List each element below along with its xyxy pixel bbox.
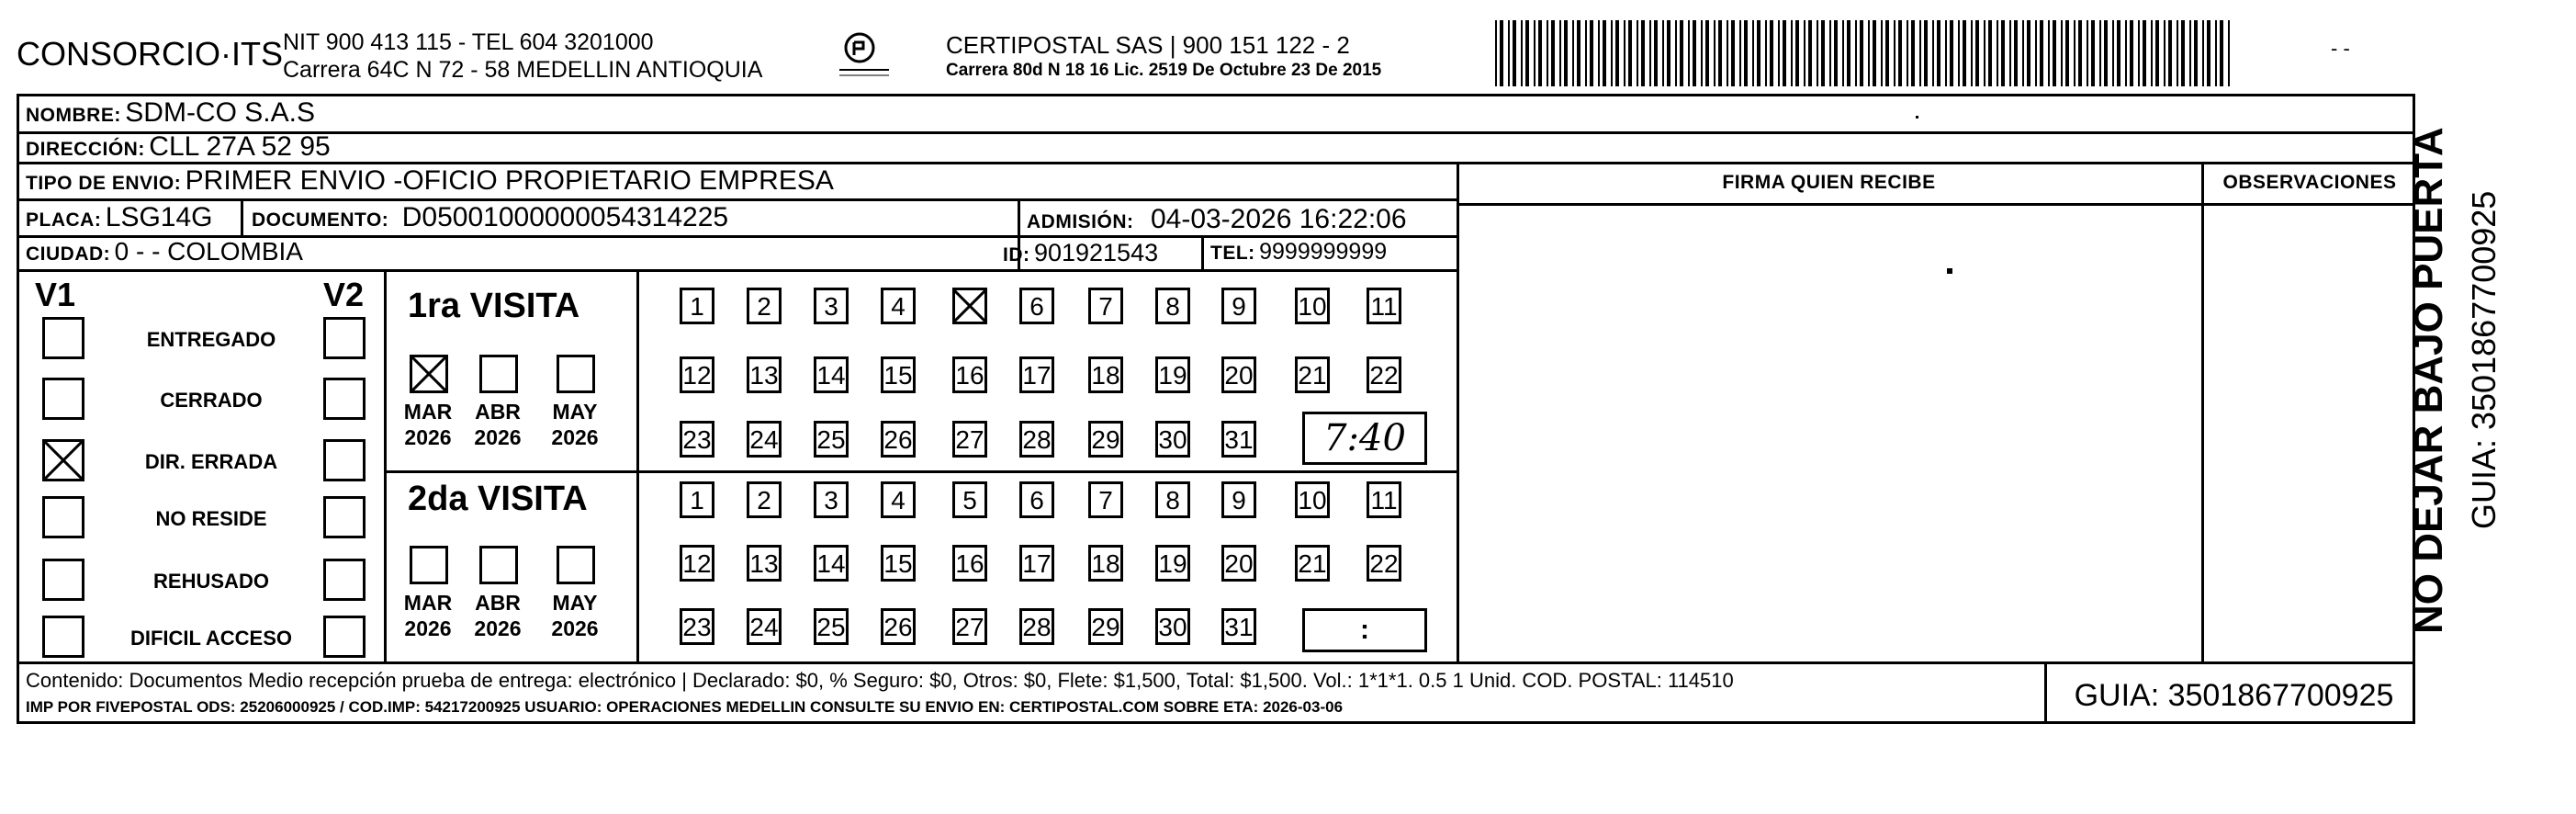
barcode-bar [2164,20,2165,86]
barcode-bar [1988,20,1992,86]
second-visit-day-box[interactable]: 13 [747,545,782,582]
barcode-bar [1513,20,1516,86]
barcode-bar [2155,20,2159,86]
barcode-bar [1770,20,1773,86]
barcode-bar [1718,20,1722,86]
barcode-bar [1654,20,1658,86]
barcode-bar [2022,20,2024,86]
barcode-bar [1628,20,1632,86]
documento-row [252,202,728,233]
id-label: ID: [1003,244,1030,266]
barcode-bar [1744,20,1748,86]
barcode-bar [1705,20,1709,86]
direccion-row [26,131,331,163]
barcode-bar [1701,20,1703,86]
second-visit-day-box[interactable]: 31 [1221,608,1256,645]
barcode-bar [1765,20,1767,86]
month-label: ABR [475,591,521,615]
second-visit-day-box[interactable]: 28 [1019,608,1054,645]
first-visit-time-box [1302,412,1427,465]
nombre-label: NOMBRE: [26,105,121,126]
v2-checkbox[interactable] [323,439,366,481]
first-visit-day-box[interactable]: 27 [952,421,987,458]
certipostal-logo-icon [832,28,896,79]
second-visit-day-box[interactable]: 9 [1221,481,1256,518]
first-visit-day-box[interactable]: 2 [747,288,782,324]
second-visit-day-box[interactable]: 8 [1155,481,1190,518]
barcode-bar [1873,20,1876,86]
barcode-bar [2065,20,2069,86]
barcode-bar [2053,20,2056,86]
id-row [1003,239,1158,267]
barcode-bar [1525,20,1529,86]
status-label: DIFICIL ACCESO [129,627,292,650]
v2-checkbox[interactable] [323,378,366,420]
first-visit-day-box[interactable]: 3 [814,288,849,324]
footer-line-1: Contenido: Documentos Medio recepción prueba de entrega: electrónico | Declarado: $0, % Seguro: $0, Otros: $0, Flete: $1,500, Total: $1,500. Vol.: 1*1*1. 0.5 1 Unid. COD. POSTAL: 114510 [26,669,1734,692]
side-guia: GUIA: 3501867700925 [2465,190,2503,529]
barcode-bar [1860,20,1863,86]
second-visit-day-box[interactable]: 17 [1019,545,1054,582]
first-visit-day-box[interactable] [952,288,987,324]
first-visit-day-box[interactable]: 23 [680,421,714,458]
first-visit-day-box[interactable]: 19 [1155,356,1190,393]
side-no-dejar: NO DEJAR BAJO PUERTA [2406,127,2451,634]
first-visit-month-label [400,399,456,450]
barcode-icon [1495,20,2230,86]
barcode-bar [1693,20,1696,86]
barcode-bar [1508,20,1510,86]
tipo-envio-row [26,165,834,197]
status-label: DIR. ERRADA [144,450,278,473]
corner-mark: - - [2331,37,2350,60]
barcode-bar [2168,20,2172,86]
tel-row [1210,239,1387,266]
second-visit-month-label [470,590,525,641]
first-visit-day-box[interactable]: 13 [747,356,782,393]
barcode-bar [1868,20,1870,86]
nombre-row [26,97,315,129]
first-visit-day-box[interactable]: 1 [680,288,714,324]
nombre-value: SDM-CO S.A.S [125,97,315,128]
barcode-bar [1534,20,1535,86]
year-label: 2026 [404,425,452,449]
barcode-bar [1662,20,1664,86]
status-label: NO RESIDE [155,507,267,530]
guia-box: GUIA: 3501867700925 [2074,678,2394,713]
status-label: ENTREGADO [146,328,276,351]
first-visit-label: 1ra VISITA [408,287,580,325]
second-visit-day-box[interactable]: 20 [1221,545,1256,582]
barcode [1495,20,2230,86]
barcode-bar [2189,20,2191,86]
v1-checkbox[interactable] [42,559,84,601]
v2-checkbox[interactable] [323,317,366,359]
second-visit-month-label [400,590,456,641]
second-visit-day-box[interactable]: 16 [952,545,987,582]
barcode-bar [1997,20,1998,86]
barcode-bar [1829,20,1831,86]
barcode-bar [1598,20,1600,86]
second-visit-day-box[interactable]: 7 [1088,481,1123,518]
first-visit-day-box[interactable]: 30 [1155,421,1190,458]
stray-mark [1916,116,1918,119]
barcode-bar [1615,20,1619,86]
barcode-bar [1688,20,1690,86]
barcode-bar [2220,20,2223,86]
barcode-bar [1637,20,1638,86]
admision-value: 04-03-2026 16:22:06 [1150,204,1407,234]
first-visit-day-box[interactable]: 14 [814,356,849,393]
barcode-bar [2040,20,2043,86]
barcode-bar [1675,20,1677,86]
barcode-bar [2104,20,2108,86]
barcode-bar [1821,20,1825,86]
month-label: MAY [552,400,598,424]
second-visit-month-checkbox[interactable] [557,546,595,584]
barcode-bar [1564,20,1568,86]
barcode-bar [1924,20,1928,86]
documento-value: D05001000000054314225 [401,202,729,232]
year-label: 2026 [551,425,599,449]
first-visit-month-checkbox[interactable] [479,355,518,393]
barcode-bar [1894,20,1895,86]
barcode-bar [1757,20,1760,86]
year-label: 2026 [474,425,522,449]
second-visit-day-box[interactable]: 29 [1088,608,1123,645]
second-visit-day-box[interactable]: 3 [814,481,849,518]
first-visit-day-box[interactable]: 9 [1221,288,1256,324]
barcode-bar [1667,20,1670,86]
barcode-bar [1911,20,1915,86]
barcode-bar [2099,20,2101,86]
barcode-bar [1495,20,1497,86]
first-visit-day-box[interactable]: 31 [1221,421,1256,458]
second-visit-day-box[interactable]: 12 [680,545,714,582]
barcode-bar [1752,20,1754,86]
first-visit-day-box[interactable]: 17 [1019,356,1054,393]
second-visit-day-box[interactable]: 4 [881,481,916,518]
barcode-bar [1624,20,1625,86]
second-visit-month-checkbox[interactable] [479,546,518,584]
barcode-bar [2117,20,2120,86]
ciudad-label: CIUDAD: [26,243,111,265]
direccion-label: DIRECCIÓN: [26,139,145,160]
barcode-bar [1919,20,1921,86]
v1-label: V1 [35,276,76,313]
second-visit-day-box[interactable]: 21 [1295,545,1330,582]
id-value: 901921543 [1033,239,1159,266]
barcode-bar [1834,20,1838,86]
barcode-bar [1649,20,1651,86]
barcode-bar [1907,20,1908,86]
first-visit-day-box[interactable]: 6 [1019,288,1054,324]
admision-row [1027,204,1407,235]
status-label: CERRADO [160,389,263,412]
barcode-bar [1731,20,1735,86]
barcode-bar [1932,20,1934,86]
barcode-bar [2138,20,2140,86]
barcode-bar [2014,20,2018,86]
barcode-bar [2143,20,2146,86]
barcode-bar [1590,20,1593,86]
second-visit-day-box[interactable]: 14 [814,545,849,582]
barcode-bar [1847,20,1850,86]
documento-label: DOCUMENTO: [252,209,389,231]
observaciones-label: OBSERVACIONES [2222,172,2397,193]
barcode-bar [1538,20,1542,86]
second-visit-month-checkbox[interactable] [410,546,448,584]
barcode-bar [1641,20,1645,86]
direccion-value: CLL 27A 52 95 [149,131,331,162]
barcode-bar [1585,20,1587,86]
barcode-bar [1984,20,1985,86]
first-visit-month-label [470,399,525,450]
firma-label: FIRMA QUIEN RECIBE [1722,172,1936,193]
barcode-bar [2078,20,2082,86]
second-visit-day-box[interactable]: 10 [1295,481,1330,518]
second-visit-day-box[interactable]: 11 [1367,481,1401,518]
barcode-bar [2130,20,2133,86]
barcode-bar [1881,20,1883,86]
barcode-bar [1855,20,1857,86]
second-visit-month-label [547,590,602,641]
barcode-bar [1795,20,1799,86]
barcode-bar [1963,20,1966,86]
barcode-bar [2009,20,2011,86]
barcode-bar [2061,20,2063,86]
barcode-bar [2091,20,2095,86]
barcode-bar [1842,20,1844,86]
barcode-bar [2001,20,2005,86]
second-visit-day-box[interactable]: 5 [952,481,987,518]
first-visit-day-box[interactable]: 24 [747,421,782,458]
v2-checkbox[interactable] [323,616,366,658]
barcode-bar [1521,20,1523,86]
first-visit-day-box[interactable]: 20 [1221,356,1256,393]
barcode-bar [2215,20,2217,86]
first-visit-day-box[interactable]: 15 [881,356,916,393]
barcode-bar [2181,20,2185,86]
status-label: REHUSADO [153,570,269,593]
barcode-bar [2202,20,2204,86]
barcode-bar [2151,20,2153,86]
ciudad-value: 0 - - COLOMBIA [114,237,303,266]
barcode-bar [1937,20,1940,86]
barcode-bar [1603,20,1606,86]
month-label: MAR [403,400,453,424]
first-visit-time: 7:40 [1323,417,1406,459]
second-visit-label: 2da VISITA [408,480,588,518]
barcode-bar [1778,20,1780,86]
month-label: MAY [552,591,598,615]
second-visit-day-box[interactable]: 1 [680,481,714,518]
barcode-bar [1727,20,1728,86]
barcode-bar [1783,20,1786,86]
barcode-bar [2177,20,2178,86]
first-visit-day-box[interactable]: 26 [881,421,916,458]
first-visit-day-box[interactable]: 28 [1019,421,1054,458]
barcode-bar [1559,20,1561,86]
barcode-bar [2048,20,2050,86]
second-visit-day-box[interactable]: 15 [881,545,916,582]
first-visit-day-box[interactable]: 4 [881,288,916,324]
barcode-bar [1958,20,1960,86]
first-visit-day-box[interactable]: 8 [1155,288,1190,324]
tel-label: TEL: [1210,243,1255,264]
barcode-bar [1547,20,1548,86]
placa-row [26,202,213,233]
second-visit-day-box[interactable]: 6 [1019,481,1054,518]
v2-label: V2 [323,276,365,313]
second-visit-day-box[interactable]: 24 [747,608,782,645]
barcode-bar [2207,20,2210,86]
company-name: CONSORCIO·ITS [17,35,284,73]
first-visit-month-checkbox[interactable] [410,355,448,393]
barcode-bar [1898,20,1902,86]
barcode-bar [2035,20,2037,86]
first-visit-day-box[interactable]: 16 [952,356,987,393]
year-label: 2026 [474,616,522,640]
admision-label: ADMISIÓN: [1027,211,1134,232]
barcode-bar [1791,20,1793,86]
v1-checkbox[interactable] [42,496,84,538]
footer-line-2: IMP POR FIVEPOSTAL ODS: 25206000925 / COD.IMP: 54217200925 USUARIO: OPERACIONES MEDELLIN CONSULTE SU ENVIO EN: CERTIPOSTAL.COM SOBRE ETA: 2026-03-06 [26,698,1344,716]
barcode-bar [1808,20,1812,86]
barcode-bar [2112,20,2114,86]
first-visit-month-label [547,399,602,450]
nit-line: NIT 900 413 115 - TEL 604 3201000 [283,29,654,55]
tel-value: 9999999999 [1259,239,1388,265]
first-visit-day-box[interactable]: 29 [1088,421,1123,458]
barcode-bar [2027,20,2030,86]
barcode-bar [1714,20,1715,86]
placa-label: PLACA: [26,209,102,231]
first-visit-day-box[interactable]: 18 [1088,356,1123,393]
courier-line: CERTIPOSTAL SAS | 900 151 122 - 2 [946,31,1350,59]
v2-checkbox[interactable] [323,559,366,601]
second-visit-day-box[interactable]: 27 [952,608,987,645]
barcode-bar [1680,20,1683,86]
barcode-bar [1739,20,1741,86]
month-label: MAR [403,591,453,615]
year-label: 2026 [404,616,452,640]
month-label: ABR [475,400,521,424]
v1-checkbox[interactable] [42,439,84,481]
barcode-bar [1950,20,1953,86]
barcode-bar [2125,20,2127,86]
barcode-bar [2087,20,2088,86]
v2-checkbox[interactable] [323,496,366,538]
v1-checkbox[interactable] [42,378,84,420]
first-visit-day-box[interactable]: 25 [814,421,849,458]
v1-checkbox[interactable] [42,317,84,359]
second-visit-day-box[interactable]: 30 [1155,608,1190,645]
first-visit-day-box[interactable]: 21 [1295,356,1330,393]
barcode-bar [1971,20,1973,86]
barcode-bar [2074,20,2075,86]
stray-mark [1947,268,1952,274]
barcode-bar [1945,20,1947,86]
first-visit-month-checkbox[interactable] [557,355,595,393]
barcode-bar [1572,20,1574,86]
barcode-bar [1817,20,1818,86]
second-visit-day-box[interactable]: 19 [1155,545,1190,582]
second-visit-day-box[interactable]: 18 [1088,545,1123,582]
placa-value: LSG14G [105,202,213,232]
barcode-bar [1551,20,1555,86]
barcode-bar [2194,20,2198,86]
second-visit-day-box[interactable]: 2 [747,481,782,518]
courier-address: Carrera 80d N 18 16 Lic. 2519 De Octubre 23 De 2015 [946,61,1382,80]
second-visit-time-box [1302,608,1427,652]
first-visit-day-box[interactable]: 7 [1088,288,1123,324]
tipo-envio-label: TIPO DE ENVIO: [26,173,182,194]
year-label: 2026 [551,616,599,640]
barcode-bar [1577,20,1580,86]
first-visit-day-box[interactable]: 12 [680,356,714,393]
second-visit-day-box[interactable]: 25 [814,608,849,645]
second-visit-day-box[interactable]: 26 [881,608,916,645]
v1-checkbox[interactable] [42,616,84,658]
barcode-bar [1500,20,1503,86]
first-visit-day-box[interactable]: 22 [1367,356,1401,393]
barcode-bar [1885,20,1889,86]
company-address: Carrera 64C N 72 - 58 MEDELLIN ANTIOQUIA [283,57,763,83]
first-visit-day-box[interactable]: 10 [1295,288,1330,324]
second-visit-day-box[interactable]: 23 [680,608,714,645]
barcode-bar [1975,20,1979,86]
first-visit-day-box[interactable]: 11 [1367,288,1401,324]
second-visit-time: : [1360,615,1369,645]
barcode-bar [1804,20,1805,86]
courier-logo [832,28,896,79]
tipo-envio-value: PRIMER ENVIO -OFICIO PROPIETARIO EMPRESA [185,165,834,196]
second-visit-day-box[interactable]: 22 [1367,545,1401,582]
ciudad-row [26,237,303,266]
barcode-bar [1611,20,1613,86]
barcode-bar [2228,20,2230,86]
